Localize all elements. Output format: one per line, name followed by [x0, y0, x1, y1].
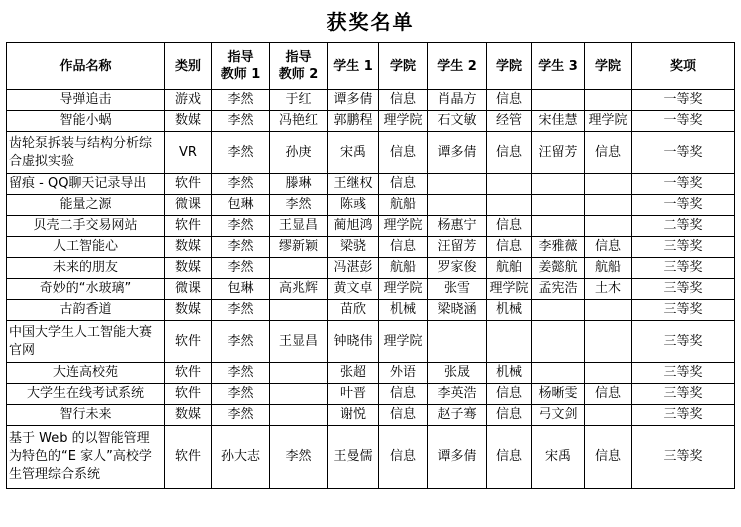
cell-category: 软件 [165, 384, 212, 405]
cell-teacher1: 包琳 [212, 279, 270, 300]
cell-teacher2: 于红 [270, 90, 328, 111]
cell-college3: 航船 [585, 258, 632, 279]
cell-teacher2: 王显昌 [270, 216, 328, 237]
cell-work-title: 未来的朋友 [7, 258, 165, 279]
cell-teacher1: 李然 [212, 132, 270, 174]
cell-college3 [585, 321, 632, 363]
cell-student1: 谭多倩 [328, 90, 379, 111]
cell-work-title: 导弹追击 [7, 90, 165, 111]
cell-student3 [532, 363, 585, 384]
cell-teacher2: 高兆辉 [270, 279, 328, 300]
header-category: 类别 [165, 43, 212, 90]
cell-college1: 信息 [379, 384, 428, 405]
cell-student2: 汪留芳 [428, 237, 487, 258]
cell-award: 三等奖 [632, 237, 735, 258]
cell-college3 [585, 216, 632, 237]
cell-college3: 信息 [585, 384, 632, 405]
cell-student1: 王曼儒 [328, 426, 379, 489]
cell-teacher2 [270, 384, 328, 405]
cell-student3: 宋佳慧 [532, 111, 585, 132]
cell-award: 三等奖 [632, 363, 735, 384]
cell-student3: 杨晰雯 [532, 384, 585, 405]
header-teacher1 [212, 43, 270, 90]
cell-category: 软件 [165, 363, 212, 384]
cell-college1: 航船 [379, 258, 428, 279]
cell-award: 三等奖 [632, 279, 735, 300]
cell-category: VR [165, 132, 212, 174]
cell-award: 三等奖 [632, 258, 735, 279]
cell-student2: 石文敏 [428, 111, 487, 132]
cell-teacher1: 李然 [212, 300, 270, 321]
cell-teacher1: 李然 [212, 321, 270, 363]
header-teacher1-line2: 教师 1 [220, 67, 261, 82]
cell-student1: 梁骁 [328, 237, 379, 258]
cell-student1: 蔺旭鸿 [328, 216, 379, 237]
table-row [7, 426, 735, 489]
cell-student3 [532, 300, 585, 321]
cell-award: 二等奖 [632, 216, 735, 237]
header-student3: 学生 3 [532, 43, 585, 90]
table-row [7, 321, 735, 363]
cell-teacher1: 李然 [212, 90, 270, 111]
cell-college1: 机械 [379, 300, 428, 321]
cell-college1: 信息 [379, 90, 428, 111]
cell-teacher2 [270, 405, 328, 426]
cell-college3: 信息 [585, 132, 632, 174]
cell-student1: 冯湛彭 [328, 258, 379, 279]
cell-work-title: 基于 Web 的以智能管理为特色的“E 家人”高校学生管理综合系统 [7, 426, 165, 489]
cell-student1: 叶晋 [328, 384, 379, 405]
cell-student2: 肖晶方 [428, 90, 487, 111]
table-row [7, 216, 735, 237]
cell-category: 数媒 [165, 258, 212, 279]
cell-college1: 信息 [379, 237, 428, 258]
cell-category: 微课 [165, 279, 212, 300]
header-award: 奖项 [632, 43, 735, 90]
cell-college2 [487, 321, 532, 363]
cell-student3: 弓文剑 [532, 405, 585, 426]
cell-teacher1: 李然 [212, 111, 270, 132]
cell-work-title: 大学生在线考试系统 [7, 384, 165, 405]
cell-student1: 郭鹏程 [328, 111, 379, 132]
cell-college1: 航船 [379, 195, 428, 216]
cell-college2: 航舶 [487, 258, 532, 279]
cell-student3: 宋禹 [532, 426, 585, 489]
cell-award: 一等奖 [632, 90, 735, 111]
header-college1: 学院 [379, 43, 428, 90]
cell-work-title: 贝壳二手交易网站 [7, 216, 165, 237]
cell-teacher2: 王显昌 [270, 321, 328, 363]
cell-student2: 李英浩 [428, 384, 487, 405]
cell-award: 一等奖 [632, 174, 735, 195]
table-row [7, 132, 735, 174]
cell-category: 数媒 [165, 111, 212, 132]
table-row [7, 363, 735, 384]
table-row [7, 174, 735, 195]
cell-teacher2: 李然 [270, 195, 328, 216]
cell-work-title: 齿轮泵拆装与结构分析综合虚拟实验 [7, 132, 165, 174]
table-row [7, 111, 735, 132]
cell-category: 数媒 [165, 405, 212, 426]
awards-table [6, 42, 735, 489]
table-row [7, 237, 735, 258]
cell-college1: 理学院 [379, 216, 428, 237]
cell-student3 [532, 90, 585, 111]
cell-college1: 信息 [379, 405, 428, 426]
cell-college1: 理学院 [379, 321, 428, 363]
cell-student3 [532, 216, 585, 237]
table-row [7, 384, 735, 405]
header-teacher1-line1: 指导 [227, 50, 254, 65]
cell-student3: 姜懿航 [532, 258, 585, 279]
header-college2: 学院 [487, 43, 532, 90]
cell-college3 [585, 90, 632, 111]
cell-college2: 信息 [487, 132, 532, 174]
cell-student3 [532, 174, 585, 195]
cell-college1: 理学院 [379, 111, 428, 132]
header-teacher2-line1: 指导 [285, 50, 312, 65]
cell-teacher2: 滕琳 [270, 174, 328, 195]
cell-student1: 陈彧 [328, 195, 379, 216]
cell-award: 三等奖 [632, 300, 735, 321]
cell-college2: 理学院 [487, 279, 532, 300]
cell-college3: 土木 [585, 279, 632, 300]
cell-teacher1: 李然 [212, 237, 270, 258]
cell-college3 [585, 195, 632, 216]
cell-teacher1: 李然 [212, 216, 270, 237]
cell-award: 三等奖 [632, 384, 735, 405]
cell-award: 一等奖 [632, 132, 735, 174]
table-row [7, 195, 735, 216]
cell-work-title: 智行未来 [7, 405, 165, 426]
cell-category: 数媒 [165, 300, 212, 321]
cell-student1: 王继权 [328, 174, 379, 195]
cell-teacher2: 孙庚 [270, 132, 328, 174]
cell-student2: 谭多倩 [428, 426, 487, 489]
cell-student3: 孟宪浩 [532, 279, 585, 300]
cell-college1: 信息 [379, 132, 428, 174]
cell-student1: 钟晓伟 [328, 321, 379, 363]
header-work: 作品名称 [7, 43, 165, 90]
header-college3: 学院 [585, 43, 632, 90]
cell-student2: 赵子骞 [428, 405, 487, 426]
cell-college2 [487, 174, 532, 195]
cell-college2: 信息 [487, 384, 532, 405]
cell-college3 [585, 363, 632, 384]
cell-student2: 杨惠宁 [428, 216, 487, 237]
cell-award: 三等奖 [632, 426, 735, 489]
document-title: 获奖名单 [326, 10, 415, 34]
cell-student3 [532, 195, 585, 216]
cell-teacher2 [270, 258, 328, 279]
cell-college3 [585, 174, 632, 195]
cell-category: 数媒 [165, 237, 212, 258]
cell-college2: 信息 [487, 90, 532, 111]
cell-teacher1: 李然 [212, 363, 270, 384]
table-row [7, 405, 735, 426]
header-student1: 学生 1 [328, 43, 379, 90]
table-row [7, 258, 735, 279]
cell-college2: 信息 [487, 405, 532, 426]
cell-teacher2: 缪新颖 [270, 237, 328, 258]
cell-student2: 罗家俊 [428, 258, 487, 279]
cell-teacher2 [270, 300, 328, 321]
cell-award: 三等奖 [632, 405, 735, 426]
cell-award: 三等奖 [632, 321, 735, 363]
cell-college2 [487, 195, 532, 216]
cell-college1: 信息 [379, 426, 428, 489]
cell-student1: 张超 [328, 363, 379, 384]
cell-student2: 谭多倩 [428, 132, 487, 174]
cell-student1: 黄文卓 [328, 279, 379, 300]
cell-student3: 李雅薇 [532, 237, 585, 258]
cell-student2: 张雪 [428, 279, 487, 300]
cell-college2: 经管 [487, 111, 532, 132]
cell-category: 软件 [165, 174, 212, 195]
cell-college2: 信息 [487, 216, 532, 237]
cell-work-title: 大连高校苑 [7, 363, 165, 384]
cell-college3: 理学院 [585, 111, 632, 132]
header-teacher2-line2: 教师 2 [278, 67, 319, 82]
cell-college2: 机械 [487, 363, 532, 384]
cell-teacher2: 李然 [270, 426, 328, 489]
cell-teacher1: 李然 [212, 258, 270, 279]
cell-college3 [585, 405, 632, 426]
cell-work-title: 古韵香道 [7, 300, 165, 321]
cell-teacher2 [270, 363, 328, 384]
cell-award: 一等奖 [632, 195, 735, 216]
cell-student2 [428, 174, 487, 195]
cell-category: 游戏 [165, 90, 212, 111]
table-row [7, 90, 735, 111]
cell-student3: 汪留芳 [532, 132, 585, 174]
header-row [7, 43, 735, 90]
cell-category: 软件 [165, 426, 212, 489]
cell-college1: 外语 [379, 363, 428, 384]
table-body [7, 90, 735, 489]
cell-teacher1: 李然 [212, 384, 270, 405]
cell-college3 [585, 300, 632, 321]
cell-student1: 谢悦 [328, 405, 379, 426]
cell-student1: 宋禹 [328, 132, 379, 174]
table-row [7, 300, 735, 321]
cell-student3 [532, 321, 585, 363]
cell-category: 软件 [165, 321, 212, 363]
cell-work-title: 留痕 - QQ聊天记录导出 [7, 174, 165, 195]
table-row [7, 279, 735, 300]
header-teacher2 [270, 43, 328, 90]
cell-student2 [428, 195, 487, 216]
cell-teacher1: 李然 [212, 405, 270, 426]
cell-award: 一等奖 [632, 111, 735, 132]
cell-college3: 信息 [585, 426, 632, 489]
cell-teacher2: 冯艳红 [270, 111, 328, 132]
cell-student1: 苗欣 [328, 300, 379, 321]
cell-work-title: 智能小蜗 [7, 111, 165, 132]
cell-college1: 信息 [379, 174, 428, 195]
cell-student2: 梁晓涵 [428, 300, 487, 321]
cell-college2: 机械 [487, 300, 532, 321]
cell-teacher1: 孙大志 [212, 426, 270, 489]
cell-category: 软件 [165, 216, 212, 237]
header-student2: 学生 2 [428, 43, 487, 90]
cell-teacher1: 李然 [212, 174, 270, 195]
cell-work-title: 奇妙的“水玻璃” [7, 279, 165, 300]
cell-college1: 理学院 [379, 279, 428, 300]
cell-work-title: 人工智能心 [7, 237, 165, 258]
cell-student2: 张晟 [428, 363, 487, 384]
cell-teacher1: 包琳 [212, 195, 270, 216]
cell-category: 微课 [165, 195, 212, 216]
cell-work-title: 中国大学生人工智能大赛官网 [7, 321, 165, 363]
cell-college3: 信息 [585, 237, 632, 258]
cell-college2: 信息 [487, 237, 532, 258]
cell-work-title: 能量之源 [7, 195, 165, 216]
cell-college2: 信息 [487, 426, 532, 489]
cell-student2 [428, 321, 487, 363]
